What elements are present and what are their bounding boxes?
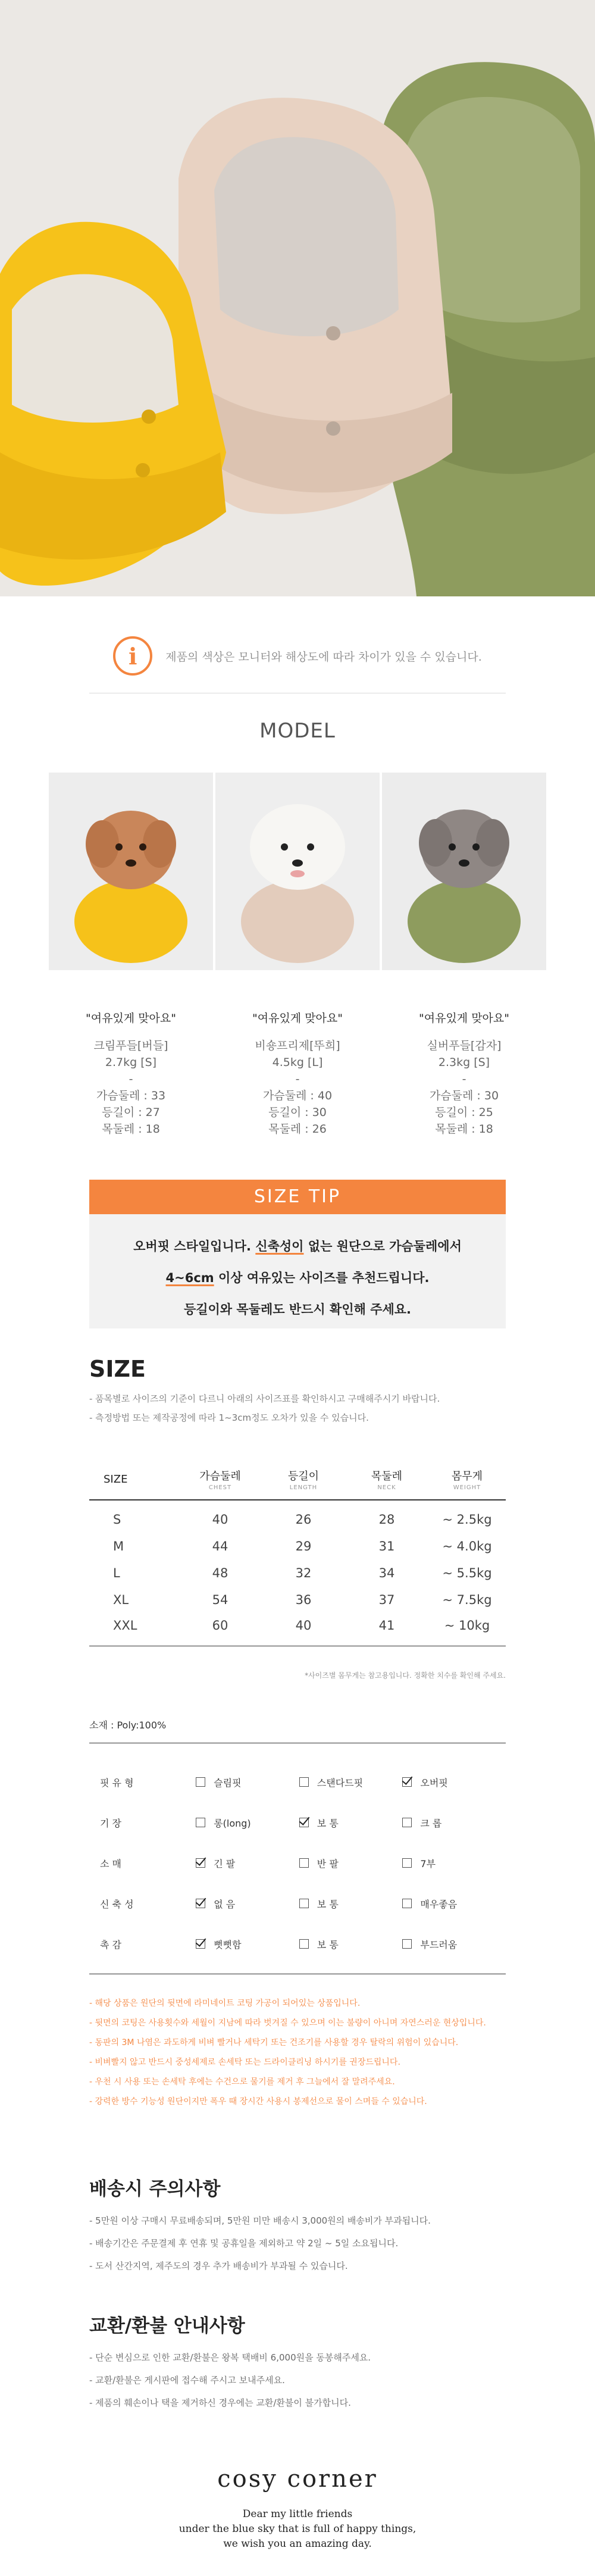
size-title: SIZE (89, 1356, 146, 1382)
checkbox (299, 1858, 309, 1868)
checkbox (402, 1899, 412, 1908)
table-row: S 40 26 28 ~ 2.5kg (113, 1512, 492, 1527)
model-photo (215, 773, 380, 970)
model-info: 실버푸들[감자] 2.3kg [S] - 가슴둘레 : 30 등길이 : 25 목둘레 : 18 (427, 1039, 502, 1136)
model-list (49, 773, 546, 1137)
fit-row: 소 매 긴 팔 반 팔 7부 (100, 1858, 436, 1870)
size-tip-body (89, 1214, 506, 1328)
size-table (89, 1459, 506, 1646)
fit-row: 기 장 롱(long) 보 통 크 롭 (100, 1817, 442, 1829)
table-row: M 44 29 31 ~ 4.0kg (113, 1539, 492, 1553)
size-tip-line: 등길이와 목둘레도 반드시 확인해 주세요. (183, 1302, 412, 1317)
brand-logo: cosy corner (217, 2465, 378, 2493)
checkbox (196, 1818, 205, 1827)
checkbox (299, 1939, 309, 1949)
fit-row: 핏 유 형 슬림핏 스탠다드핏 오버핏 (100, 1777, 448, 1789)
checkbox (196, 1777, 205, 1787)
material-text: 소재 : Poly:100% (89, 1720, 167, 1731)
size-tip-line: 오버핏 스타일입니다. 신축성이 없는 원단으로 가슴둘레에서 (133, 1239, 462, 1253)
model-title: MODEL (259, 719, 336, 743)
model-quote: "여유있게 맞아요" (86, 1012, 176, 1025)
checkbox (402, 1858, 412, 1868)
checkbox-checked (299, 1818, 309, 1827)
table-row: L 48 32 34 ~ 5.5kg (113, 1565, 492, 1580)
model-info: 비숑프리제[뚜희] 4.5kg [L] - 가슴둘레 : 40 등길이 : 30 목둘레 : 26 (255, 1039, 340, 1136)
model-card (382, 773, 546, 1137)
table-note: *사이즈별 몸무게는 참고용입니다. 정확한 치수를 확인해 주세요. (305, 1671, 506, 1680)
exchange-title: 교환/환불 안내사항 (89, 2315, 245, 2337)
exchange-lines: - 단순 변심으로 인한 교환/환불은 왕복 택배비 6,000원을 동봉해주세요. - 교환/환불은 게시판에 접수해 주시고 보내주세요. - 제품의 훼손이나 택을 제거하신 경우에는 교환/환불이 불가합니다. (89, 2352, 371, 2408)
hero-product-photo (0, 0, 595, 596)
checkbox (299, 1899, 309, 1908)
checkbox (402, 1939, 412, 1949)
model-info: 크림푸들[버들] 2.7kg [S] - 가슴둘레 : 33 등길이 : 27 목둘레 : 18 (93, 1039, 168, 1136)
checkbox-checked (196, 1858, 205, 1868)
shipping-lines: - 5만원 이상 구매시 무료배송되며, 5만원 미만 배송시 3,000원의 배송비가 부과됩니다. - 배송기간은 주문결제 후 연휴 및 공휴일을 제외하고 약 2일 ~ 5일 소요됩니다. - 도서 산간지역, 제주도의 경우 추가 배송비가 부과될 수 있습니다. (89, 2215, 431, 2271)
color-notice (0, 632, 595, 680)
notice-text: 제품의 색상은 모니터와 해상도에 따라 차이가 있을 수 있습니다. (165, 650, 482, 664)
raincoat-illustration (0, 0, 595, 596)
size-notes: - 품목별로 사이즈의 기준이 다르니 아래의 사이즈표를 확인하시고 구매해주시기 바랍니다. - 측정방법 또는 제작공정에 따라 1~3cm정도 오차가 있을 수 있습니다. (89, 1393, 440, 1423)
shipping-title: 배송시 주의사항 (89, 2178, 221, 2200)
model-photo (49, 773, 213, 970)
model-photo (382, 773, 546, 970)
checkbox-checked (196, 1899, 205, 1908)
model-card (215, 773, 380, 1137)
brand-tagline: Dear my little friends under the blue sky that is full of happy things, we wish you an amazing day. (178, 2508, 416, 2550)
info-icon: i (113, 636, 152, 676)
checkbox (402, 1818, 412, 1827)
size-tip-line: 4~6cm 이상 여유있는 사이즈를 추천드립니다. (165, 1271, 430, 1285)
size-table-header: SIZE 가슴둘레 CHEST 등길이 LENGTH 목둘레 NECK 몸무게 WEIGHT (89, 1459, 506, 1500)
model-quote: "여유있게 맞아요" (252, 1012, 343, 1025)
size-tip-title: SIZE TIP (89, 1180, 506, 1214)
care-notes: - 해당 상품은 원단의 뒷면에 라미네이트 코팅 가공이 되어있는 상품입니다. - 뒷면의 코팅은 사용횟수와 세월이 지남에 따라 벗겨질 수 있으며 이는 불량이 아니며 자연스러운 현상입니다. - 동판의 3M 나염은 과도하게 비벼 빨거나 세탁기 또는 건조기를 사용할 경우 탈락의 위험이 있습니다. - 비벼빨지 않고 반드시 중성세제로 손세탁 또는 드라이클리닝 하시기를 권장드립니다. - 우천 시 사용 또는 손세탁 후에는 수건으로 물기를 제거 후 그늘에서 잘 말려주세요. - 강력한 방수 기능성 원단이지만 폭우 때 장시간 사용시 봉제선으로 물이 스며들 수 있습니다. (89, 1999, 486, 2106)
fit-row: 촉 감 뻣뻣함 보 통 부드러움 (100, 1939, 458, 1950)
checkbox (299, 1777, 309, 1787)
table-row: XL 54 36 37 ~ 7.5kg (113, 1592, 492, 1607)
fit-row: 신 축 성 없 음 보 통 매우좋음 (100, 1898, 458, 1910)
checkbox-checked (402, 1777, 412, 1787)
checkbox-checked (196, 1939, 205, 1949)
table-row: XXL 60 40 41 ~ 10kg (89, 1613, 506, 1646)
model-card (49, 773, 213, 1137)
model-quote: "여유있게 맞아요" (419, 1012, 509, 1025)
